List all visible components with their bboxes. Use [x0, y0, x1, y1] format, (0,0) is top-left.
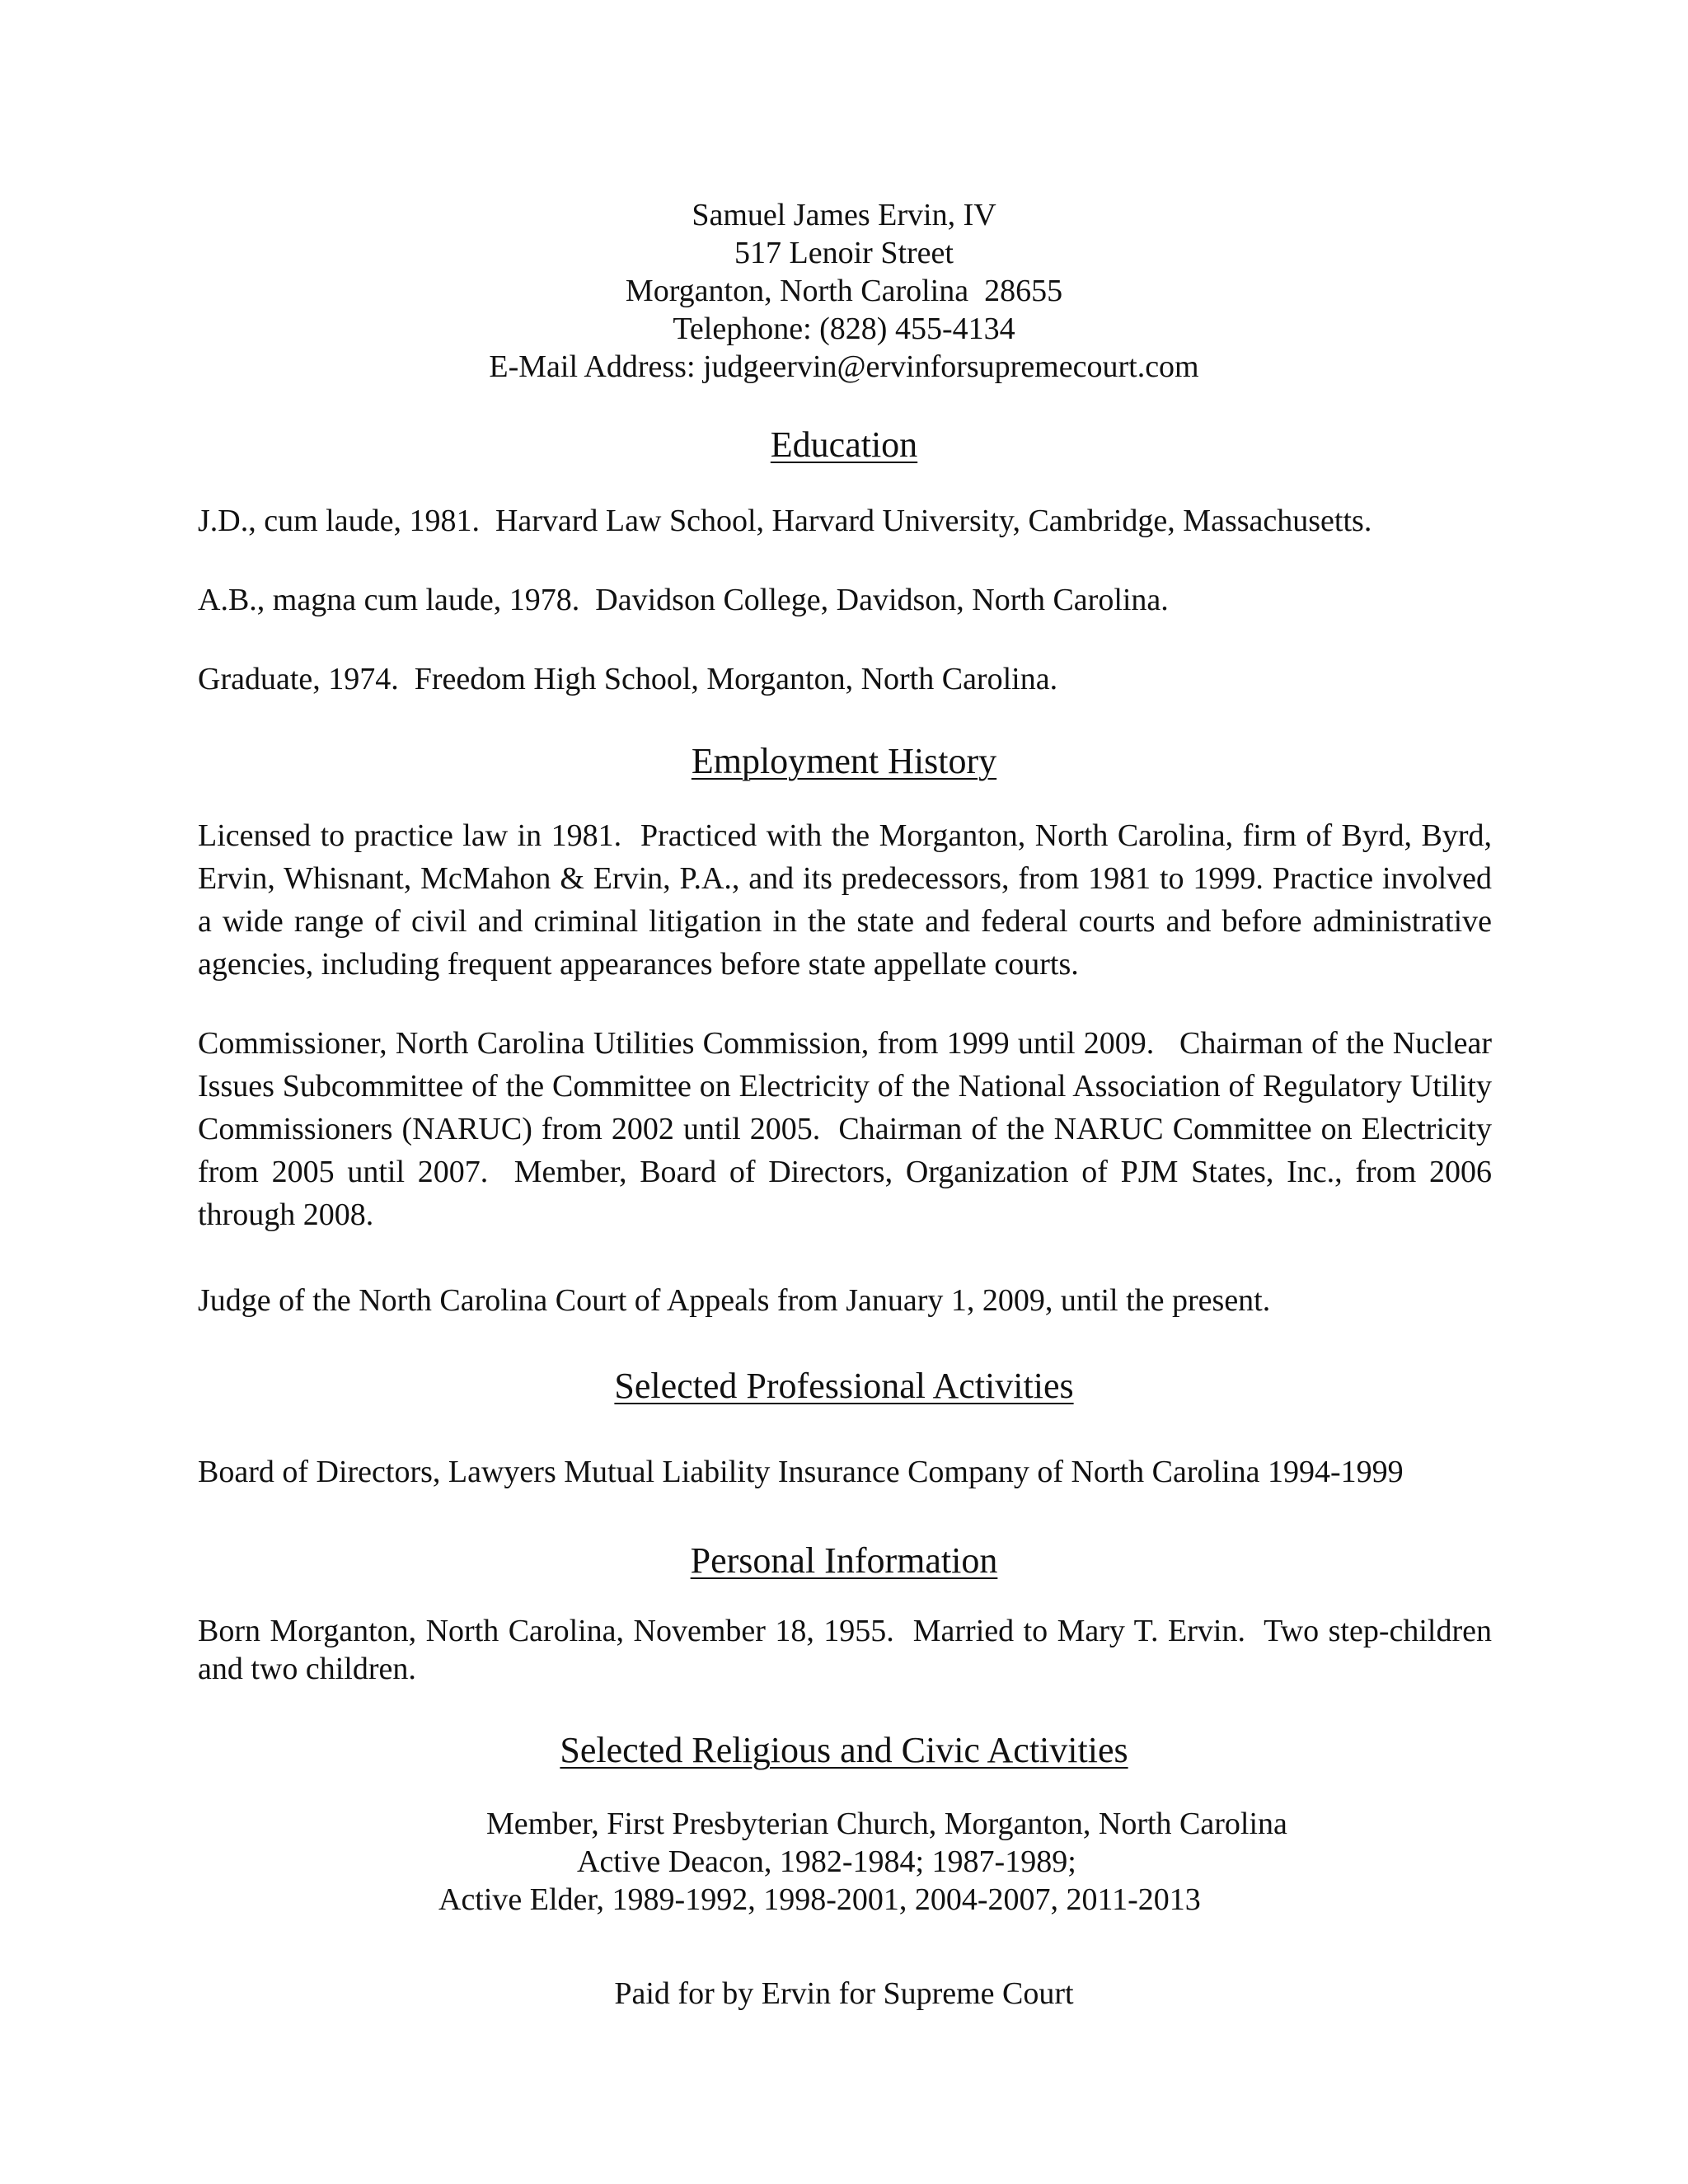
city-state-zip: Morganton, North Carolina 28655: [625, 274, 1063, 308]
street-address: 517 Lenoir Street: [734, 236, 954, 270]
contact-header: [0, 196, 1688, 386]
professional-item: Board of Directors, Lawyers Mutual Liability Insurance Company of North Carolina 1994-1999: [198, 1455, 1404, 1489]
employment-paragraph: Commissioner, North Carolina Utilities Commission, from 1999 until 2009. Chairman of the Nuclear Issues Subcommittee of the Committee on Electricity of the National Association of Regulatory Utility Commissioners (NARUC) from 2002 until 2005. Chairman of the NARUC Committee on Electricity from 2005 until 2007. Member, Board of Directors, Organization of PJM States, Inc., from 2006 through 2008.: [198, 1026, 1500, 1232]
employment-paragraph: Licensed to practice law in 1981. Practiced with the Morganton, North Carolina, firm of Byrd, Byrd, Ervin, Whisnant, McMahon & Ervin, P.A., and its predecessors, from 1981 to 1999. Practice involved a wide range of civil and criminal litigation in the state and federal courts and before administrative agencies, including frequent appearances before state appellate courts.: [198, 818, 1500, 982]
email-address: E-Mail Address: judgeervin@ervinforsupremecourt.com: [489, 349, 1199, 384]
personal-heading: Personal Information: [690, 1540, 998, 1581]
education-item: J.D., cum laude, 1981. Harvard Law School, Harvard University, Cambridge, Massachusetts.: [198, 504, 1372, 538]
telephone: Telephone: (828) 455-4134: [673, 312, 1015, 346]
civic-heading: Selected Religious and Civic Activities: [560, 1730, 1128, 1770]
civic-line: Active Deacon, 1982-1984; 1987-1989;: [577, 1844, 1076, 1879]
education-item: A.B., magna cum laude, 1978. Davidson College, Davidson, North Carolina.: [198, 583, 1169, 617]
candidate-name: Samuel James Ervin, IV: [692, 198, 996, 232]
personal-text: Born Morganton, North Carolina, November 18, 1955. Married to Mary T. Ervin. Two step-children and two children.: [198, 1614, 1500, 1686]
employment-paragraph: Judge of the North Carolina Court of Appeals from January 1, 2009, until the present.: [198, 1283, 1271, 1318]
professional-heading: Selected Professional Activities: [614, 1366, 1074, 1406]
employment-heading: Employment History: [691, 741, 997, 781]
civic-line: Active Elder, 1989-1992, 1998-2001, 2004-2007, 2011-2013: [438, 1882, 1201, 1917]
education-heading: Education: [770, 424, 918, 465]
civic-line: Member, First Presbyterian Church, Morganton, North Carolina: [486, 1807, 1287, 1841]
education-item: Graduate, 1974. Freedom High School, Morganton, North Carolina.: [198, 662, 1058, 696]
paid-for-notice: Paid for by Ervin for Supreme Court: [614, 1976, 1074, 2011]
